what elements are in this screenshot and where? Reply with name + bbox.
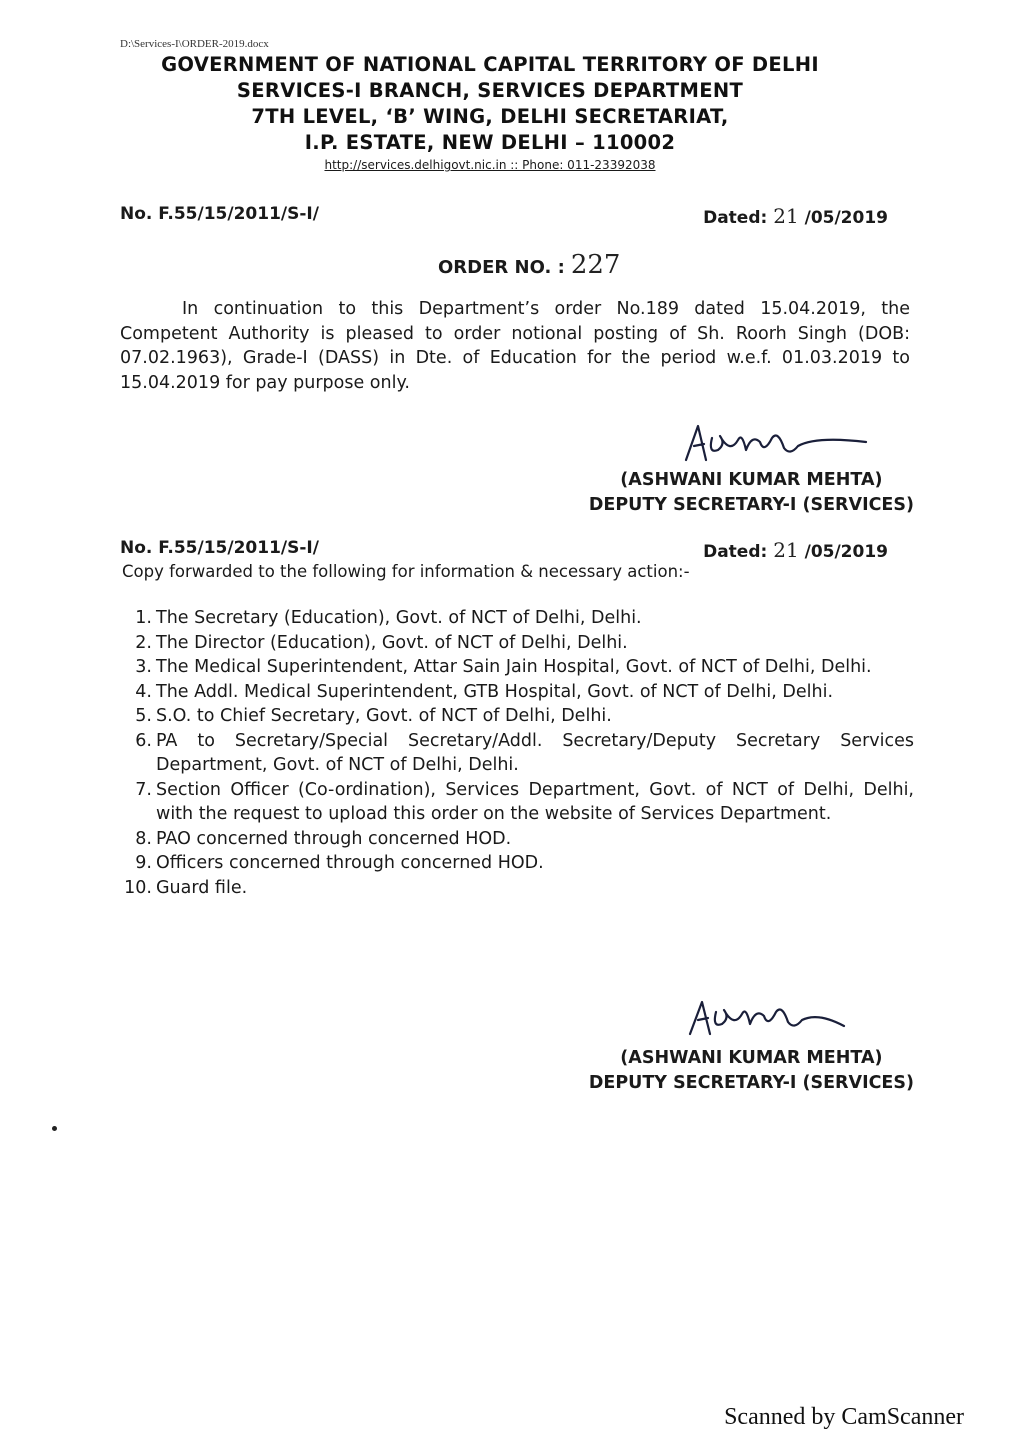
scan-speck xyxy=(52,1126,57,1131)
list-item-text: S.O. to Chief Secretary, Govt. of NCT of Delhi, Delhi. xyxy=(156,706,612,726)
dated-month-year: /05/2019 xyxy=(804,542,888,562)
order-number xyxy=(438,250,620,280)
file-path: D:\Services-I\ORDER-2019.docx xyxy=(120,38,269,50)
signatory-name: (ASHWANI KUMAR MEHTA) xyxy=(620,470,883,490)
handwritten-order-number: 227 xyxy=(570,250,621,280)
list-item xyxy=(112,851,914,876)
list-item xyxy=(112,680,914,705)
website-phone-link[interactable]: http://services.delhigovt.nic.in :: Phone: 011-23392038 xyxy=(324,158,656,172)
camscanner-watermark: Scanned by CamScanner xyxy=(724,1404,964,1430)
handwritten-day: 21 xyxy=(773,538,799,562)
list-item-number: 4. xyxy=(135,681,152,702)
dated xyxy=(703,538,888,562)
list-item-number: 5. xyxy=(135,706,152,726)
handwritten-day: 21 xyxy=(773,204,799,228)
signatory-designation: DEPUTY SECRETARY-I (SERVICES) xyxy=(588,495,914,515)
list-item-text: Section Officer (Co-ordination), Services Department, Govt. of NCT of Delhi, Delhi, with the request to upload this order on the website of Services Department. xyxy=(156,779,914,824)
list-item xyxy=(112,729,914,778)
list-item-text: PAO concerned through concerned HOD. xyxy=(156,828,512,849)
list-item-text: The Director (Education), Govt. of NCT of Delhi, Delhi. xyxy=(156,632,628,653)
list-item-text: PA to Secretary/Special Secretary/Addl. Secretary/Deputy Secretary Services Department, Govt. of NCT of Delhi, Delhi. xyxy=(156,730,914,775)
list-item-number: 6. xyxy=(135,730,152,751)
list-item-text: The Medical Superintendent, Attar Sain Jain Hospital, Govt. of NCT of Delhi, Delhi. xyxy=(156,657,872,677)
signature-1-icon xyxy=(676,420,876,472)
dated-month-year: /05/2019 xyxy=(804,208,888,228)
list-item xyxy=(112,827,914,852)
signatory-name: (ASHWANI KUMAR MEHTA) xyxy=(620,1048,883,1068)
file-number: No. F.55/15/2011/S-I/ xyxy=(120,204,319,224)
header-line-4: I.P. ESTATE, NEW DELHI – 110002 xyxy=(304,131,676,154)
header-line-3: 7TH LEVEL, ‘B’ WING, DELHI SECRETARIAT, xyxy=(251,105,729,128)
signature-2-icon xyxy=(682,996,852,1046)
list-item-number: 2. xyxy=(135,632,152,653)
list-item-number: 9. xyxy=(135,853,152,873)
list-item-number: 10. xyxy=(124,877,152,898)
dated-label: Dated: xyxy=(703,208,768,228)
copy-recipient-list xyxy=(112,606,914,900)
signatory-block-2 xyxy=(589,1046,914,1096)
header-line-2: SERVICES-I BRANCH, SERVICES DEPARTMENT xyxy=(236,79,744,102)
dated-label: Dated: xyxy=(703,542,768,562)
letterhead xyxy=(110,52,870,172)
header-line-1: GOVERNMENT OF NATIONAL CAPITAL TERRITORY OF DELHI xyxy=(161,53,819,76)
list-item-text: The Addl. Medical Superintendent, GTB Hospital, Govt. of NCT of Delhi, Delhi. xyxy=(156,681,834,702)
list-item-text: Guard file. xyxy=(156,877,248,898)
copy-forwarded-line: Copy forwarded to the following for information & necessary action:- xyxy=(122,562,690,581)
list-item-text: The Secretary (Education), Govt. of NCT of Delhi, Delhi. xyxy=(156,608,642,628)
list-item xyxy=(112,631,914,656)
list-item-text: Officers concerned through concerned HOD. xyxy=(156,853,544,873)
signatory-block-1 xyxy=(589,468,914,518)
list-item xyxy=(112,778,914,827)
signatory-designation: DEPUTY SECRETARY-I (SERVICES) xyxy=(588,1073,914,1093)
list-item-number: 3. xyxy=(135,657,152,677)
list-item xyxy=(112,704,914,729)
list-item-number: 7. xyxy=(135,779,152,800)
list-item-number: 1. xyxy=(135,608,152,628)
list-item xyxy=(112,606,914,631)
order-label: ORDER NO. : xyxy=(438,257,565,278)
order-body: In continuation to this Department’s order No.189 dated 15.04.2019, the Competent Authority is pleased to order notional posting of Sh. Roorh Singh (DOB: 07.02.1963), Grade-I (DASS) in Dte. of Education for the period w.e.f. 01.03.2019 to 15.04.2019 for pay purpose only. xyxy=(120,299,910,393)
file-number: No. F.55/15/2011/S-I/ xyxy=(120,538,319,558)
list-item xyxy=(112,876,914,901)
list-item-number: 8. xyxy=(135,828,152,849)
dated xyxy=(703,204,888,228)
list-item xyxy=(112,655,914,680)
